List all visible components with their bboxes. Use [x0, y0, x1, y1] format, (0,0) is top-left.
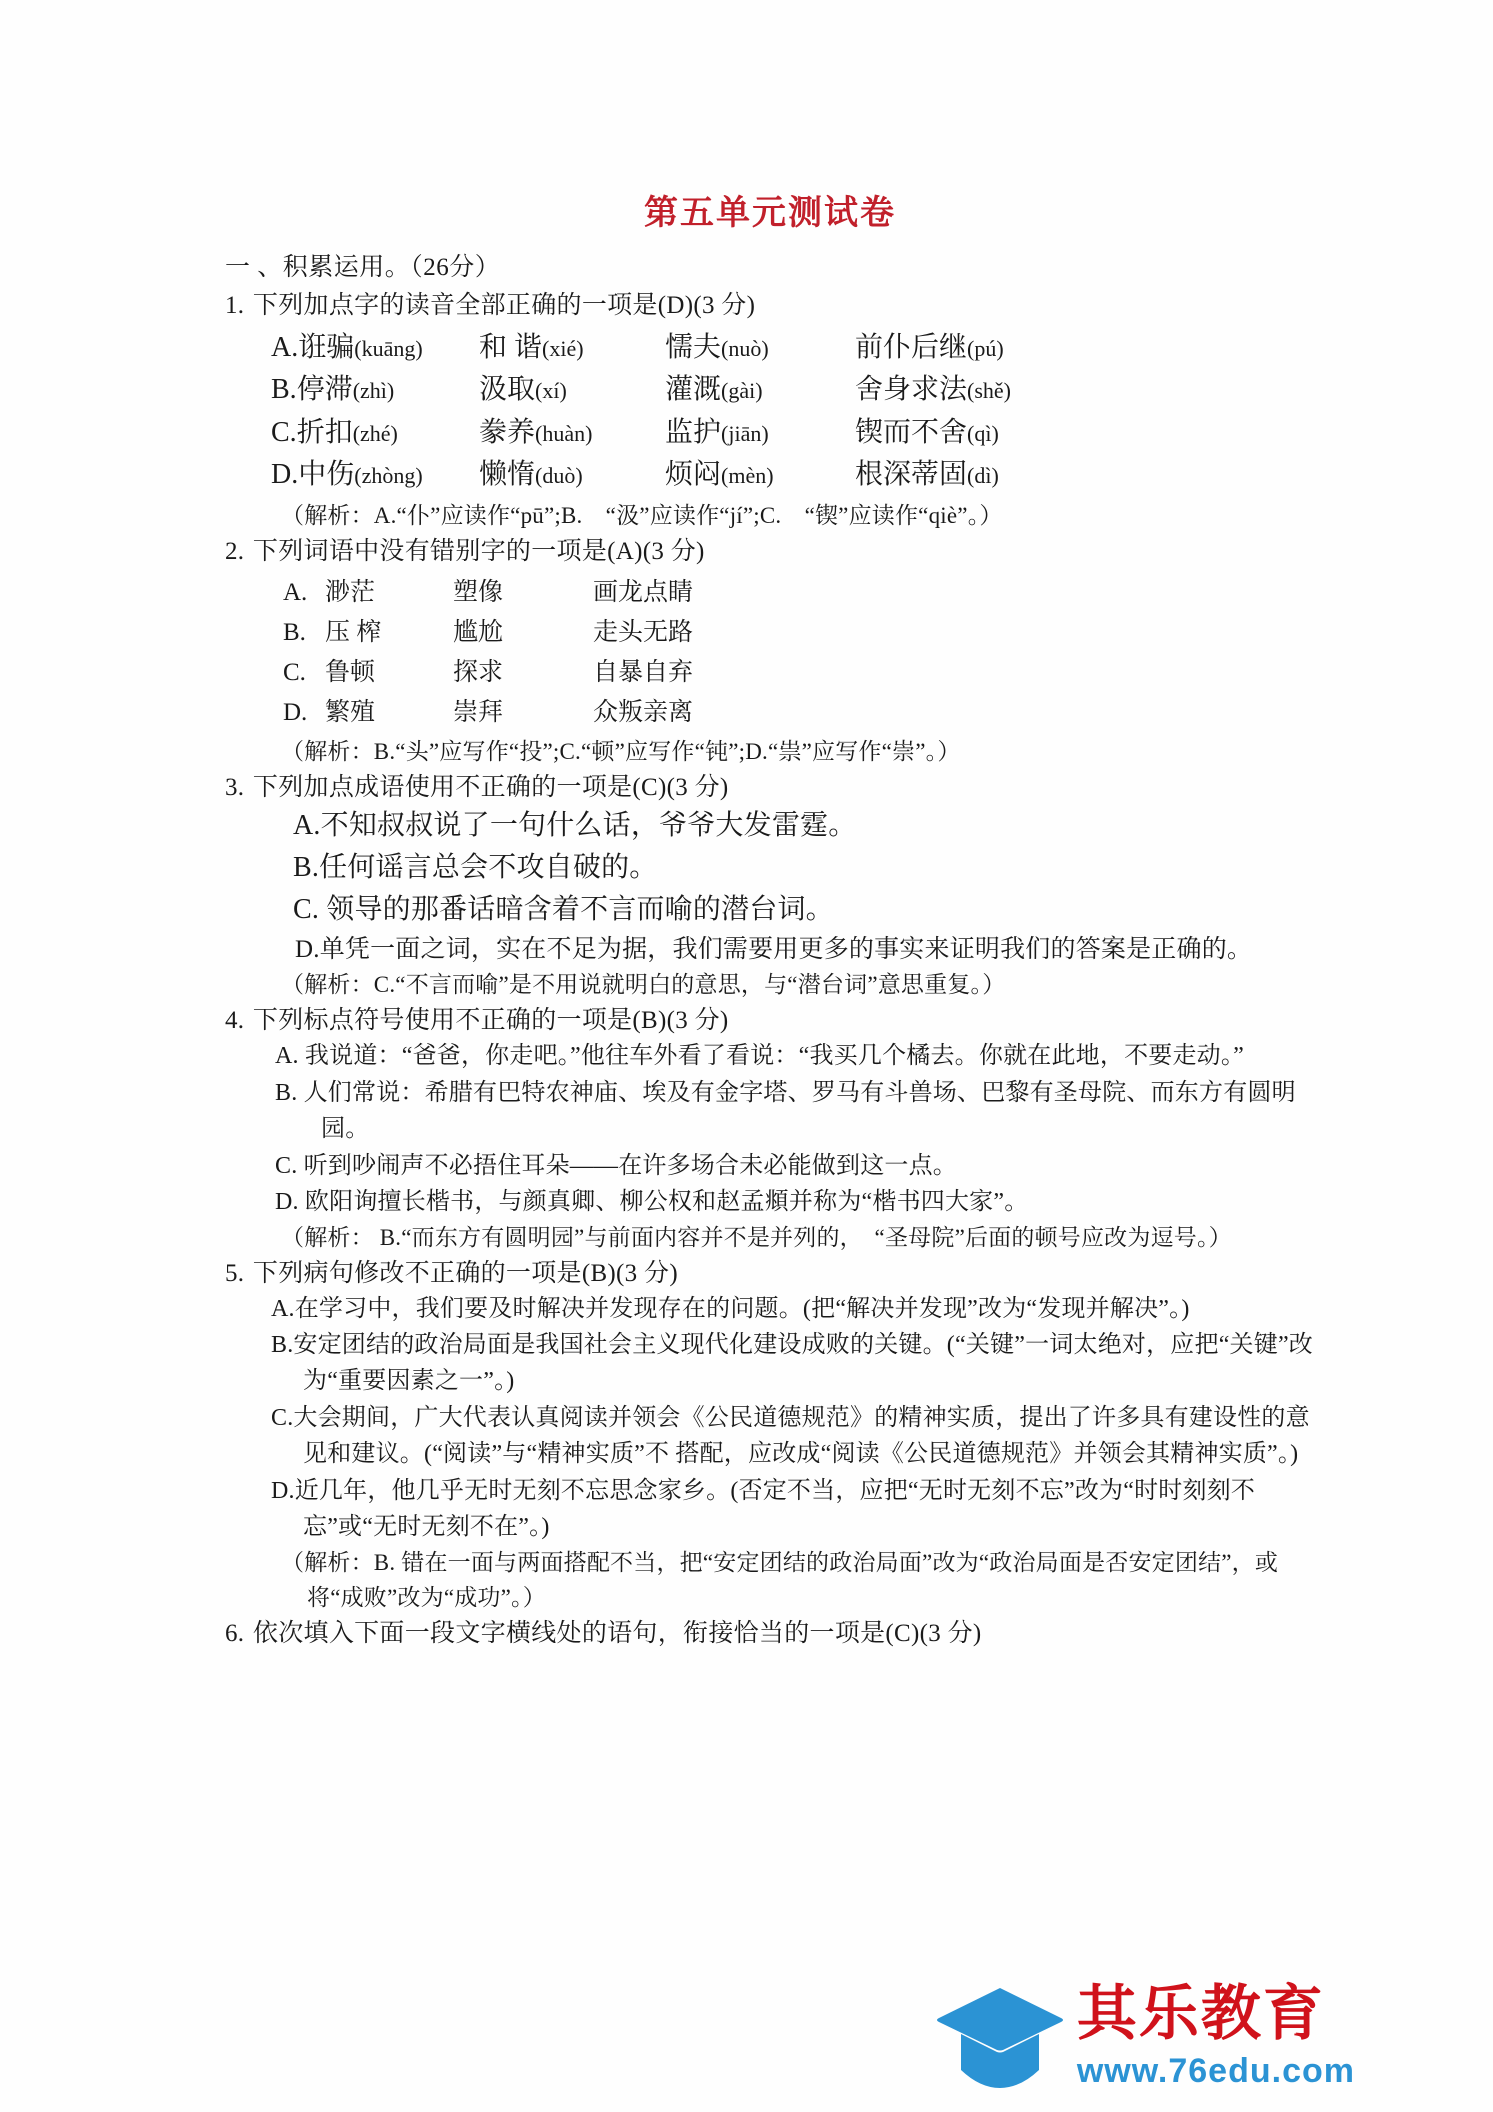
option-pinyin: (shě)	[967, 378, 1011, 404]
question-3-number: 3.	[225, 773, 245, 801]
question-2-stem	[225, 534, 1315, 569]
option-label: A.	[271, 331, 299, 363]
question-5-number: 5.	[225, 1259, 245, 1287]
option-pinyin: (pú)	[967, 335, 1004, 361]
option-word: 尴尬	[453, 618, 504, 646]
option-pinyin: (gài)	[721, 378, 763, 404]
graduation-cap-icon	[935, 1982, 1065, 2094]
option-pinyin: (xié)	[542, 335, 584, 361]
option-word: 和 谐	[479, 331, 543, 363]
question-3-option-d: D.单凭一面之词，实在不足为据，我们需要用更多的事实来证明我们的答案是正确的。	[295, 935, 1253, 963]
option-pinyin: (jiān)	[721, 420, 769, 446]
question-4-option-a: A. 我说道：“爸爸，你走吧。”他往车外看了看说：“我买几个橘去。你就在此地，不要走动。”	[275, 1043, 1244, 1070]
option-word: 鲁顿	[325, 658, 376, 686]
question-2-text: 下列词语中没有错别字的一项是(A)(3 分)	[252, 537, 705, 565]
option-label: B.	[283, 618, 306, 646]
option-word: 折扣	[296, 416, 353, 448]
option-pinyin: (zhòng)	[354, 463, 423, 489]
table-row	[271, 412, 1095, 455]
option-pinyin: (kuāng)	[354, 335, 423, 361]
question-4-analysis: （解析： B.“而东方有圆明园”与前面内容并不是并列的， “圣母院”后面的顿号应改为逗号。）	[281, 1224, 1232, 1250]
question-3-stem	[225, 770, 1315, 805]
option-word: 走头无路	[593, 618, 694, 646]
option-word: 中伤	[298, 459, 355, 491]
option-word: 崇拜	[453, 698, 504, 726]
option-label: B.	[271, 374, 297, 406]
option-word: 根深蒂固	[855, 459, 968, 491]
option-pinyin: (zhé)	[352, 420, 398, 446]
option-pinyin: (dì)	[967, 463, 999, 489]
question-6-text: 依次填入下面一段文字横线处的语句，衔接恰当的一项是(C)(3 分)	[252, 1619, 982, 1647]
question-4-stem	[225, 1003, 1315, 1038]
option-pinyin: (zhì)	[352, 378, 395, 404]
question-4-option-c: C. 听到吵闹声不必捂住耳朵——在许多场合未必能做到这一点。	[275, 1152, 958, 1179]
table-row	[283, 573, 813, 613]
option-label: D.	[283, 698, 308, 726]
question-6-number: 6.	[225, 1619, 245, 1647]
document-content	[225, 185, 1315, 1651]
option-word: 自暴自弃	[593, 658, 694, 686]
question-5-option-b: B.安定团结的政治局面是我国社会主义现代化建设成败的关键。(“关键”一词太绝对，应把“关键”改为“重要因素之一”。)	[271, 1332, 1314, 1395]
question-1-options-table	[271, 327, 1095, 497]
option-word: 停滞	[296, 374, 353, 406]
question-3-option-a: A.不知叔叔说了一句什么话，爷爷大发雷霆。	[293, 809, 857, 841]
option-word: 探求	[453, 658, 504, 686]
option-label: C.	[271, 416, 297, 448]
option-pinyin: (nuò)	[721, 335, 769, 361]
option-word: 画龙点睛	[593, 578, 694, 606]
option-word: 渺茫	[325, 578, 376, 606]
logo-text-block	[1076, 1979, 1355, 2093]
option-pinyin: (qì)	[967, 420, 999, 446]
question-1-text: 下列加点字的读音全部正确的一项是(D)(3 分)	[252, 291, 756, 319]
question-3-option-c: C. 领导的那番话暗含着不言而喻的潜台词。	[293, 893, 834, 925]
option-word: 众叛亲离	[593, 698, 694, 726]
question-3-analysis: （解析：C.“不言而喻”是不用说就明白的意思，与“潜台词”意思重复。）	[281, 972, 1006, 998]
option-word: 诳骗	[298, 331, 355, 363]
option-word: 懦夫	[665, 331, 722, 363]
question-5-option-a: A.在学习中，我们要及时解决并发现存在的问题。(把“解决并发现”改为“发现并解决”。)	[271, 1295, 1190, 1322]
table-row	[283, 693, 813, 733]
option-word: 塑像	[453, 578, 504, 606]
option-word: 压 榨	[325, 618, 382, 646]
option-label: A.	[283, 578, 308, 606]
option-word: 前仆后继	[855, 331, 968, 363]
question-1-analysis: （解析：A.“仆”应读作“pū”;B. “汲”应读作“jí”;C. “锲”应读作“qiè”。）	[281, 502, 1003, 528]
question-4-number: 4.	[225, 1007, 245, 1035]
option-label: D.	[271, 459, 299, 491]
question-1-stem	[225, 288, 1315, 323]
logo-website-url: www.76edu.com	[1076, 2051, 1355, 2090]
option-pinyin: (mèn)	[721, 463, 774, 489]
option-word: 烦闷	[665, 459, 722, 491]
question-1-number: 1.	[225, 291, 245, 319]
question-5-analysis: （解析：B. 错在一面与两面搭配不当，把“安定团结的政治局面”改为“政治局面是否安定团结”，或将“成败”改为“成功”。）	[281, 1549, 1279, 1610]
option-word: 灌溉	[665, 374, 722, 406]
table-row	[283, 653, 813, 693]
question-5-stem	[225, 1256, 1315, 1291]
question-3-option-b: B.任何谣言总会不攻自破的。	[293, 851, 658, 883]
option-word: 监护	[665, 416, 722, 448]
option-word: 豢养	[479, 416, 536, 448]
question-3-text: 下列加点成语使用不正确的一项是(C)(3 分)	[252, 773, 729, 801]
option-word: 锲而不舍	[855, 416, 968, 448]
section-heading-1: 一 、积累运用。（26分）	[225, 254, 501, 281]
question-5-option-d: D.近几年，他几乎无时无刻不忘思念家乡。(否定不当，应把“无时无刻不忘”改为“时时刻刻不忘”或“无时无刻不在”。)	[271, 1477, 1256, 1541]
question-2-number: 2.	[225, 537, 245, 565]
question-5-option-c: C.大会期间，广大代表认真阅读并领会《公民道德规范》的精神实质，提出了许多具有建设性的意见和建议。(“阅读”与“精神实质”不 搭配，应改成“阅读《公民道德规范》并领会其精神实质”。)	[271, 1404, 1310, 1468]
question-2-options-table	[283, 573, 813, 733]
option-word: 汲取	[479, 374, 536, 406]
option-pinyin: (huàn)	[535, 420, 593, 446]
table-row	[271, 327, 1095, 370]
option-word: 繁殖	[325, 698, 376, 726]
table-row	[271, 369, 1095, 412]
option-label: C.	[283, 658, 306, 686]
table-row	[283, 613, 813, 653]
table-row	[271, 454, 1095, 497]
site-logo	[935, 1979, 1355, 2094]
option-pinyin: (xí)	[535, 378, 567, 404]
option-word: 舍身求法	[855, 374, 968, 406]
question-4-text: 下列标点符号使用不正确的一项是(B)(3 分)	[252, 1007, 729, 1035]
question-4-option-b: B. 人们常说：希腊有巴特农神庙、埃及有金字塔、罗马有斗兽场、巴黎有圣母院、而东方有圆明园。	[275, 1079, 1296, 1143]
option-pinyin: (duò)	[535, 463, 583, 489]
question-6-stem	[225, 1616, 1315, 1651]
question-4-option-d: D. 欧阳询擅长楷书，与颜真卿、柳公权和赵孟頫并称为“楷书四大家”。	[275, 1189, 1029, 1216]
logo-brand-name: 其乐教育	[1076, 1979, 1325, 2047]
page-title: 第五单元测试卷	[644, 195, 896, 232]
option-word: 懒惰	[479, 459, 536, 491]
question-5-text: 下列病句修改不正确的一项是(B)(3 分)	[252, 1259, 678, 1287]
question-2-analysis: （解析：B.“头”应写作“投”;C.“顿”应写作“钝”;D.“祟”应写作“崇”。）	[281, 738, 961, 764]
